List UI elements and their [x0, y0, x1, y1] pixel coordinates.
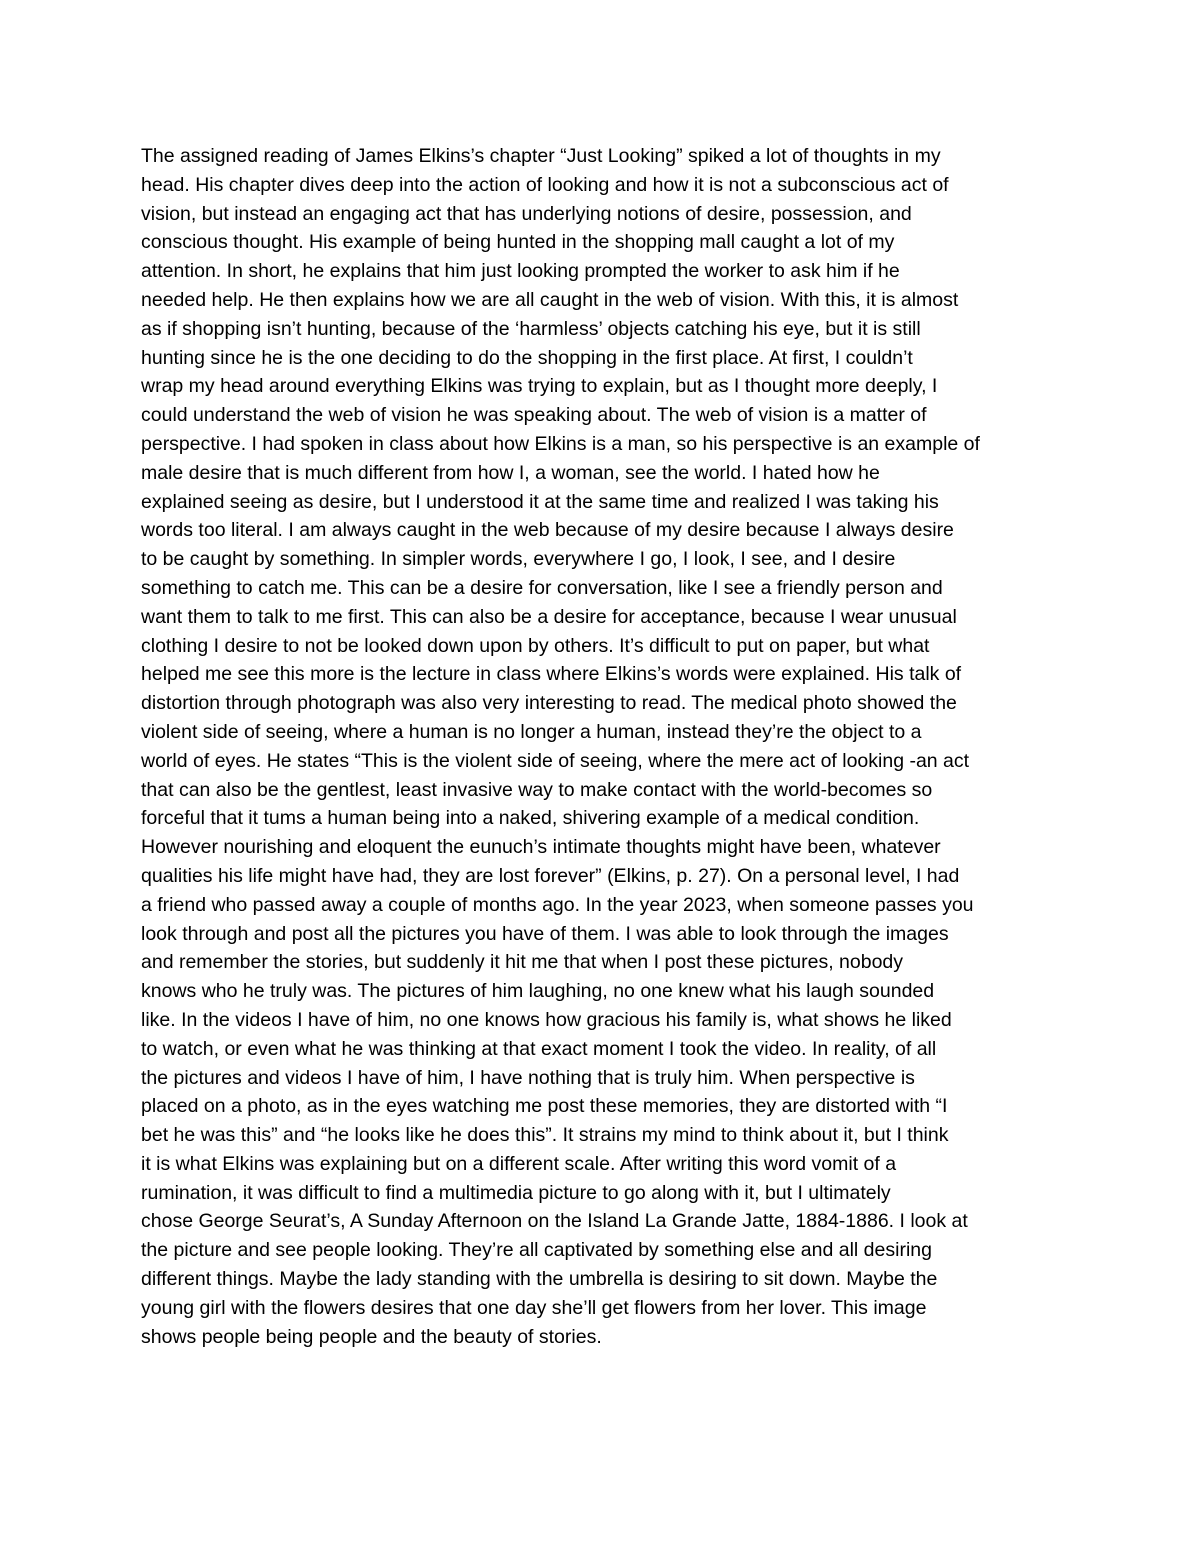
- paragraph-line: want them to talk to me first. This can also be a desire for acceptance, because I wear unusual: [141, 605, 957, 628]
- paragraph-line: violent side of seeing, where a human is no longer a human, instead they’re the object to a: [141, 720, 922, 743]
- paragraph-line: look through and post all the pictures you have of them. I was able to look through the images: [141, 922, 949, 945]
- essay-paragraph: [141, 142, 1071, 1351]
- paragraph-line: clothing I desire to not be looked down upon by others. It’s difficult to put on paper, but what: [141, 634, 930, 657]
- paragraph-line: attention. In short, he explains that him just looking prompted the worker to ask him if he: [141, 260, 900, 283]
- paragraph-line: chose George Seurat’s, A Sunday Afternoon on the Island La Grande Jatte, 1884-1886. I look at: [141, 1210, 968, 1233]
- paragraph-line: knows who he truly was. The pictures of him laughing, no one knew what his laugh sounded: [141, 980, 935, 1003]
- paragraph-line: as if shopping isn’t hunting, because of the ‘harmless’ objects catching his eye, but it is still: [141, 317, 921, 340]
- paragraph-line: head. His chapter dives deep into the action of looking and how it is not a subconscious act of: [141, 173, 949, 196]
- paragraph-line: needed help. He then explains how we are all caught in the web of vision. With this, it is almost: [141, 288, 959, 311]
- paragraph-line: it is what Elkins was explaining but on a different scale. After writing this word vomit of a: [141, 1152, 897, 1175]
- paragraph-line: conscious thought. His example of being hunted in the shopping mall caught a lot of my: [141, 231, 895, 254]
- paragraph-line: male desire that is much different from how I, a woman, see the world. I hated how he: [141, 461, 880, 484]
- paragraph-line: something to catch me. This can be a desire for conversation, like I see a friendly person and: [141, 576, 943, 599]
- paragraph-line: different things. Maybe the lady standing with the umbrella is desiring to sit down. Maybe the: [141, 1268, 938, 1291]
- paragraph-line: the pictures and videos I have of him, I have nothing that is truly him. When perspective is: [141, 1066, 915, 1089]
- paragraph-line: qualities his life might have had, they are lost forever” (Elkins, p. 27). On a personal level, I had: [141, 864, 960, 887]
- paragraph-line: perspective. I had spoken in class about how Elkins is a man, so his perspective is an example of: [141, 432, 980, 455]
- paragraph-line: could understand the web of vision he was speaking about. The web of vision is a matter of: [141, 404, 927, 427]
- paragraph-line: distortion through photograph was also very interesting to read. The medical photo showed the: [141, 692, 957, 715]
- paragraph-line: young girl with the flowers desires that one day she’ll get flowers from her lover. This image: [141, 1296, 927, 1319]
- paragraph-line: to be caught by something. In simpler words, everywhere I go, I look, I see, and I desire: [141, 548, 896, 571]
- paragraph-line: bet he was this” and “he looks like he does this”. It strains my mind to think about it, but I think: [141, 1124, 949, 1147]
- paragraph-line: However nourishing and eloquent the eunuch’s intimate thoughts might have been, whatever: [141, 836, 941, 859]
- paragraph-line: a friend who passed away a couple of months ago. In the year 2023, when someone passes you: [141, 893, 974, 916]
- paragraph-line: like. In the videos I have of him, no one knows how gracious his family is, what shows he liked: [141, 1008, 952, 1031]
- paragraph-line: forceful that it tums a human being into a naked, shivering example of a medical condition.: [141, 807, 920, 830]
- paragraph-line: and remember the stories, but suddenly it hit me that when I post these pictures, nobody: [141, 951, 904, 974]
- paragraph-line: helped me see this more is the lecture in class where Elkins’s words were explained. His talk of: [141, 663, 962, 686]
- paragraph-line: wrap my head around everything Elkins was trying to explain, but as I thought more deeply, I: [141, 375, 938, 398]
- paragraph-line: world of eyes. He states “This is the violent side of seeing, where the mere act of looking -an act: [141, 749, 970, 772]
- paragraph-line: shows people being people and the beauty of stories.: [141, 1325, 602, 1348]
- paragraph-line: the picture and see people looking. They’re all captivated by something else and all desiring: [141, 1239, 932, 1262]
- paragraph-line: placed on a photo, as in the eyes watching me post these memories, they are distorted with “I: [141, 1095, 948, 1118]
- paragraph-line: explained seeing as desire, but I understood it at the same time and realized I was taking his: [141, 490, 939, 513]
- paragraph-line: words too literal. I am always caught in the web because of my desire because I always desire: [141, 519, 954, 542]
- paragraph-line: that can also be the gentlest, least invasive way to make contact with the world-becomes so: [141, 778, 933, 801]
- paragraph-line: rumination, it was difficult to find a multimedia picture to go along with it, but I ultimately: [141, 1181, 891, 1204]
- paragraph-line: to watch, or even what he was thinking at that exact moment I took the video. In reality, of all: [141, 1037, 937, 1060]
- paragraph-line: The assigned reading of James Elkins’s chapter “Just Looking” spiked a lot of thoughts in my: [141, 145, 941, 167]
- paragraph-line: hunting since he is the one deciding to do the shopping in the first place. At first, I couldn’t: [141, 346, 913, 369]
- paragraph-line: vision, but instead an engaging act that has underlying notions of desire, possession, and: [141, 202, 912, 225]
